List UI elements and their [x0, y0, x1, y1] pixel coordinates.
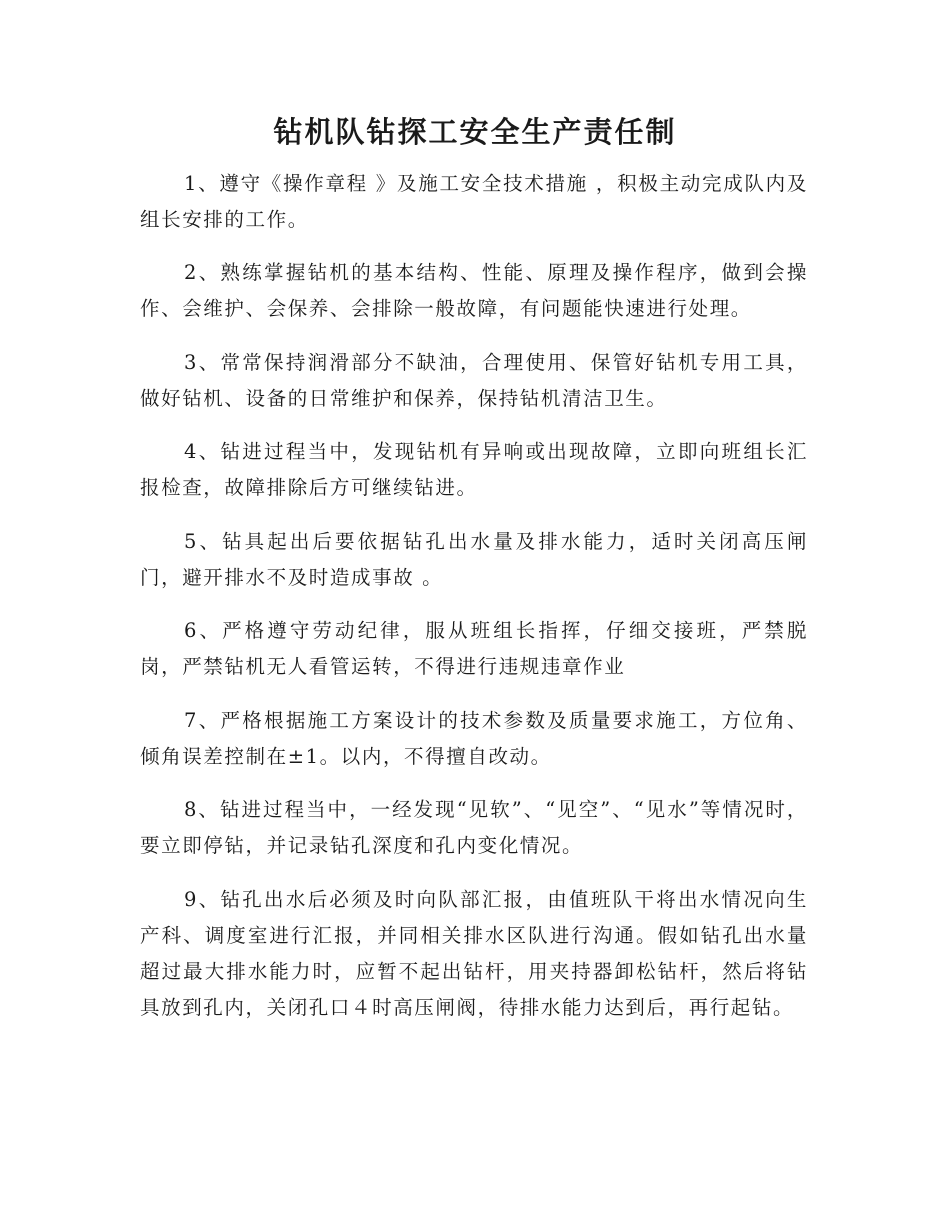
paragraph-6: 6、严格遵守劳动纪律，服从班组长指挥，仔细交接班，严禁脱岗，严禁钻机无人看管运转，不得进行违规违章作业 [140, 619, 808, 678]
paragraph-2: 2、熟练掌握钻机的基本结构、性能、原理及操作程序，做到会操作、会维护、会保养、会排除一般故障，有问题能快速进行处理。 [140, 261, 808, 320]
paragraph-3: 3、常常保持润滑部分不缺油，合理使用、保管好钻机专用工具，做好钻机、设备的日常维护和保养，保持钻机清洁卫生。 [140, 351, 808, 410]
paragraph-7: 7、严格根据施工方案设计的技术参数及质量要求施工，方位角、倾角误差控制在±1。以内，不得擅自改动。 [140, 709, 808, 768]
paragraph-4: 4、钻进过程当中，发现钻机有异响或出现故障，立即向班组长汇报检查，故障排除后方可继续钻进。 [140, 440, 808, 499]
paragraph-1: 1、遵守《操作章程 》及施工安全技术措施 ，积极主动完成队内及组长安排的工作。 [140, 172, 808, 231]
paragraph-9: 9、钻孔出水后必须及时向队部汇报，由值班队干将出水情况向生产科、调度室进行汇报，并同相关排水区队进行沟通。假如钻孔出水量超过最大排水能力时，应暂不起出钻杆，用夹持器卸松钻杆，然后将钻具放到孔内，关闭孔口４时高压闸阀，待排水能力达到后，再行起钻。 [140, 888, 808, 1019]
paragraph-8: 8、钻进过程当中，一经发现“见软”、“见空”、“见水”等情况时，要立即停钻，并记录钻孔深度和孔内变化情况。 [140, 798, 808, 857]
paragraph-5: 5、钻具起出后要依据钻孔出水量及排水能力，适时关闭高压闸门，避开排水不及时造成事故 。 [140, 530, 808, 589]
document-title: 钻机队钻探工安全生产责任制 [273, 115, 677, 149]
